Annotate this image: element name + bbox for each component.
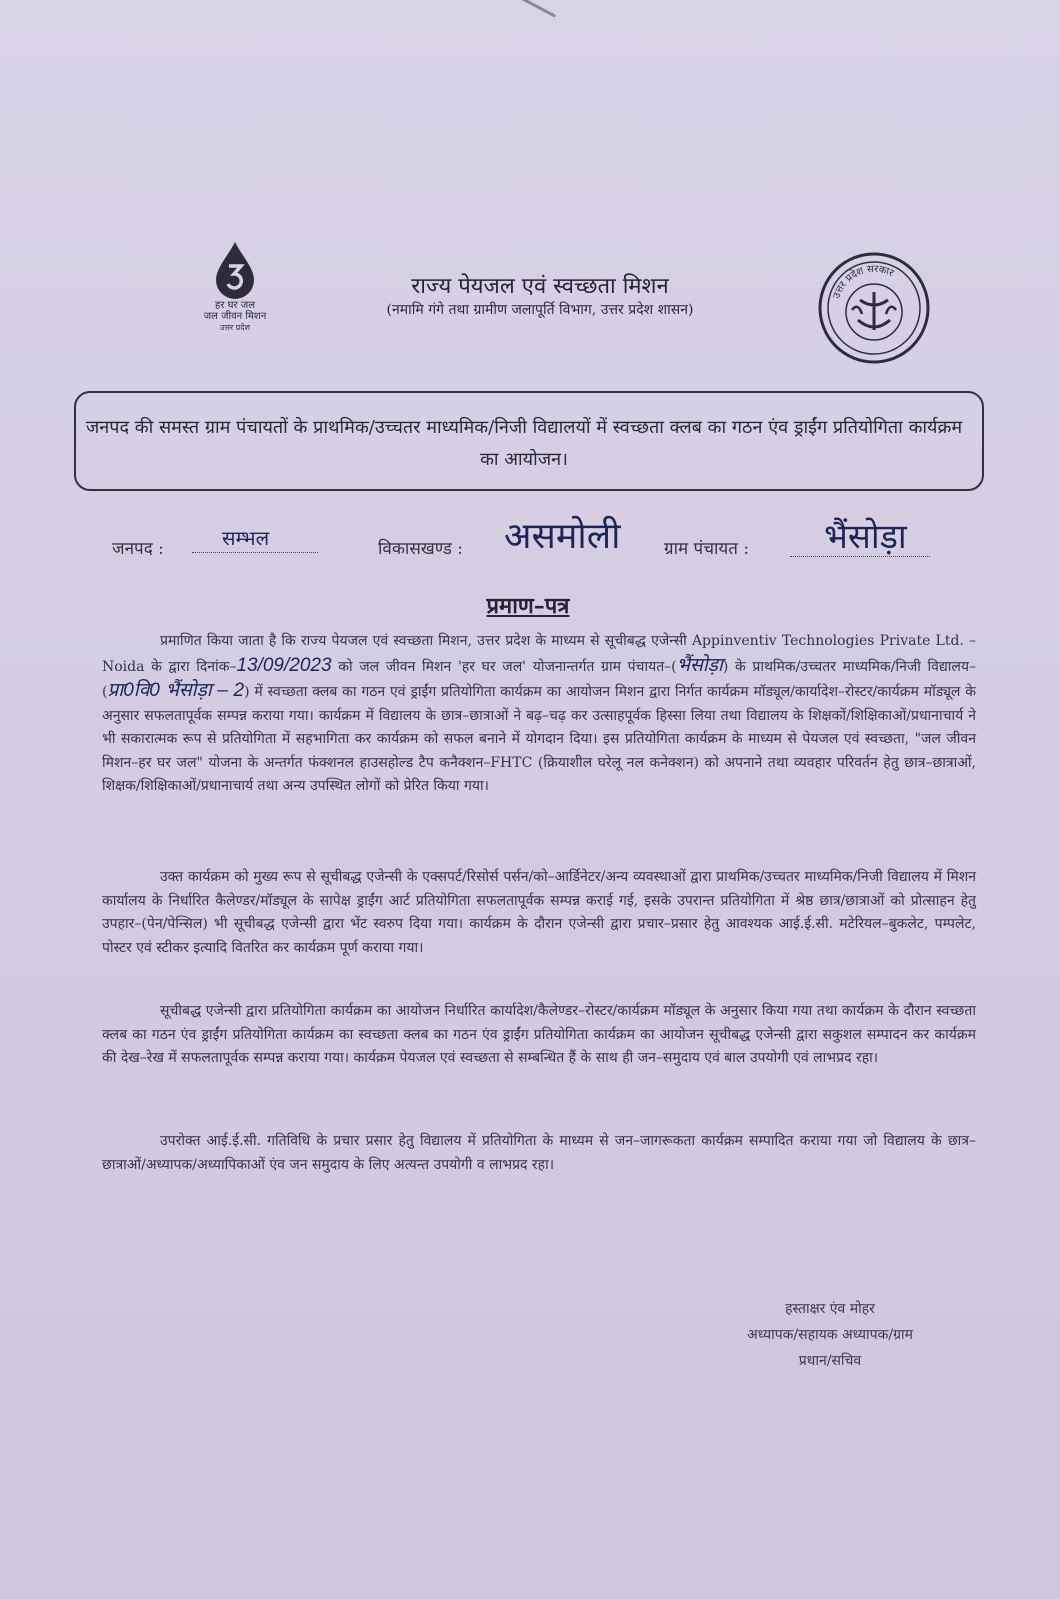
school-name: प्रा0वि0 भैंसोड़ा – 2: [107, 680, 245, 701]
para4-text: उपरोक्त आई.ई.सी. गतिविधि के प्रचार प्रसार हेतु विद्यालय में प्रतियोगिता के माध्यम से जन–जागरूकता कार्यक्रम सम्पादित कराया गया जो विद्यालय के छात्र–छात्राओं/अध्यापक/अध्यापिकाओं एंव जन समुदाय के लिए अत्यन्त उपयोगी व लाभप्रद रहा।: [102, 1133, 976, 1173]
signature-block: [700, 1296, 960, 1374]
paragraph-3: [102, 1000, 976, 1071]
gram-panchayat-value: भैंसोड़ा: [824, 518, 907, 556]
paragraph-4: [102, 1130, 976, 1177]
janpad-label: जनपद :: [112, 539, 164, 559]
signature-line-3: प्रधान/सचिव: [798, 1353, 862, 1369]
paragraph-2: [102, 866, 976, 960]
vikaskhand-value: असमोली: [504, 515, 621, 556]
para1-text-d: ) में स्वच्छता क्लब का गठन एवं ड्राईंग प्रतियोगिता कार्यक्रम का आयोजन मिशन द्वारा निर्गत कार्यक्रम मॉड्यूल/कार्यादेश–रोस्टर/कार्यक्रम मॉड्यूल के अनुसार सफलतापूर्वक सम्पन्न कराया गया। कार्यक्रम में विद्यालय के छात्र–छात्राओं ने बढ़–चढ़ कर उत्साहपूर्वक हिस्सा लिया तथा विद्यालय के शिक्षकों/शिक्षिकाओं/प्रधानाचार्य ने भी सकारात्मक रूप से प्रतियोगिता में सहभागिता कर कार्यक्रम को सफल बनाने में योगदान दिया। इस प्रतियोगिता कार्यक्रम के माध्यम से पेयजल एवं स्वच्छता, "जल जीवन मिशन–हर घर जल" योजना के अन्तर्गत फंक्शनल हाउसहोल्ड टैप कनैक्शन–FHTC (क्रियाशील घरेलू नल कनेक्शन) को अपनाने तथा व्यवहार परिवर्तन हेतु छात्र–छात्राओं, शिक्षक/शिक्षिकाओं/प्रधानाचार्य तथा अन्य उपस्थित लोगों को प्रेरित किया गया।: [102, 684, 976, 794]
program-date: 13/09/2023: [236, 654, 332, 676]
water-drop-icon: [212, 240, 258, 300]
paragraph-1: [102, 630, 976, 799]
subject-text: जनपद की समस्त ग्राम पंचायतों के प्राथमिक/उच्चतर माध्यमिक/निजी विद्यालयों में स्वच्छता क्लब का गठन एंव ड्राईंग प्रतियोगिता कार्यक्रम का आयोजन।: [85, 417, 963, 470]
logo-caption-1: हर घर जल: [215, 300, 255, 311]
staple-pin: [514, 0, 556, 18]
signature-line-2: अध्यापक/सहायक अध्यापक/ग्राम: [747, 1327, 913, 1343]
janpad-line: [192, 552, 318, 553]
para3-text: सूचीबद्ध एजेन्सी द्वारा प्रतियोगिता कार्यक्रम का आयोजन निर्धारित कार्यादेश/कैलेण्डर–रोस्टर/कार्यक्रम मॉड्यूल के अनुसार किया गया तथा कार्यक्रम के दौरान स्वच्छता क्लब का गठन एंव ड्राईंग प्रतियोगिता कार्यक्रम का स्वच्छता क्लब का गठन एंव ड्राईंग प्रतियोगिता कार्यक्रम का आयोजन सूचीबद्ध एजेन्सी द्वारा सकुशल सम्पादन कर कार्यक्रम की देख–रेख में सफलतापूर्वक सम्पन्न कराया गया। कार्यक्रम पेयजल एवं स्वच्छता से सम्बन्धित हैं के साथ ही जन–समुदाय एवं बाल उपयोगी एवं लाभप्रद रहा।: [102, 1003, 976, 1066]
svg-text:उत्तर प्रदेश सरकार: उत्तर प्रदेश सरकार: [831, 263, 896, 301]
har-ghar-jal-logo: [190, 240, 280, 333]
mission-title: राज्य पेयजल एवं स्वच्छता मिशन: [411, 274, 669, 299]
para1-text-c: ) के प्राथमिक/उच्चतर माध्यमिक/निजी विद्यालय–(: [102, 658, 977, 700]
vikaskhand-label: विकासखण्ड :: [378, 539, 464, 559]
janpad-value: सम्भल: [222, 528, 270, 550]
logo-caption-2: जल जीवन मिशन: [203, 311, 267, 322]
up-government-seal: [816, 250, 932, 366]
para1-text-a: प्रमाणित किया जाता है कि राज्य पेयजल एवं स्वच्छता मिशन, उत्तर प्रदेश के माध्यम से सूचीबद्ध एजेन्सी Appinventiv Technologies Private Ltd. – Noida के द्वारा दिनांक–: [102, 633, 976, 675]
location-fields: [112, 515, 992, 580]
mission-subtitle: (नमामि गंगे तथा ग्रामीण जलापूर्ति विभाग, उत्तर प्रदेश शासन): [386, 302, 694, 318]
para-gram-value: भैंसोड़ा: [676, 654, 723, 676]
gram-panchayat-label: ग्राम पंचायत :: [664, 539, 750, 559]
logo-caption-3: उत्तर प्रदेश: [220, 323, 250, 332]
signature-line-1: हस्ताक्षर एंव मोहर: [785, 1301, 875, 1317]
certificate-title: प्रमाण–पत्र: [486, 593, 570, 619]
para1-text-b: को जल जीवन मिशन 'हर घर जल' योजनान्तर्गत ग्राम पंचायत–(: [331, 658, 677, 675]
para2-text: उक्त कार्यक्रम को मुख्य रूप से सूचीबद्ध एजेन्सी के एक्सपर्ट/रिसोर्स पर्सन/को–आर्डिनेटर/अन्य व्यवस्थाओं द्वारा प्राथमिक/उच्चतर माध्यमिक/निजी विद्यालय में मिशन कार्यालय के निर्धारित कैलेण्डर/मॉड्यूल के सापेक्ष ड्राईंग आर्ट प्रतियोगिता सफलतापूर्वक सम्पन्न कराई गई, इसके उपरान्त प्रतियोगिता में श्रेष्ठ छात्र/छात्राओं को प्रोत्साहन हेतु उपहार–(पेन/पेन्सिल) भी सूचीबद्ध एजेन्सी द्वारा भेंट स्वरुप दिया गया। कार्यक्रम के दौरान एजेन्सी द्वारा प्रचार–प्रसार हेतु आवश्यक आई.ई.सी. मटेरियल–बुकलेट, पम्पलेट, पोस्टर एवं स्टीकर इत्यादि वितरित कर कार्यक्रम पूर्ण कराया गया।: [102, 869, 976, 956]
